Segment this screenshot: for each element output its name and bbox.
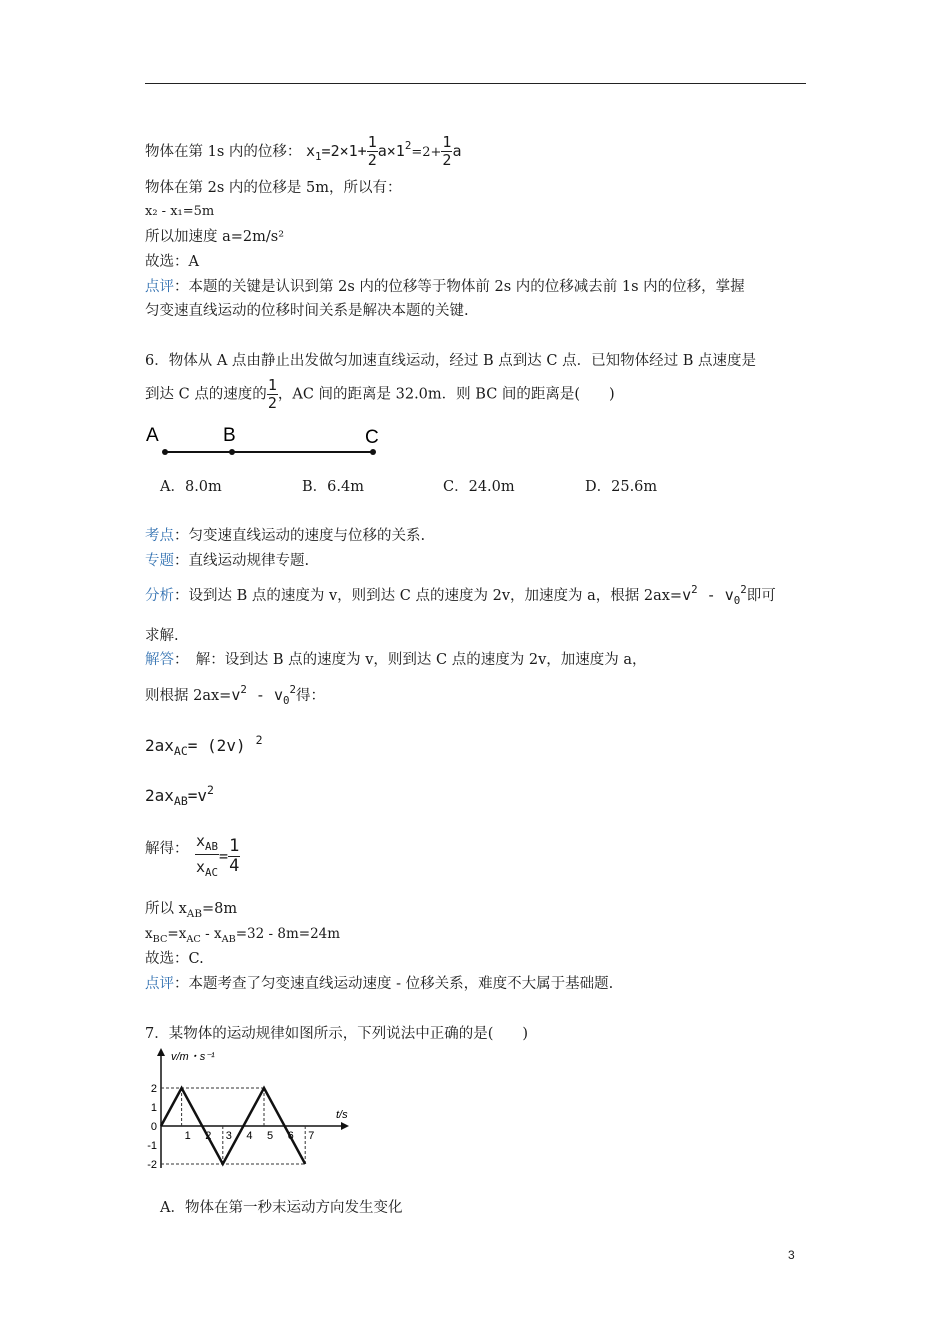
eq-sup: 2	[404, 139, 412, 152]
mid: =x	[167, 926, 187, 942]
y-axis-arrow	[157, 1048, 165, 1056]
frac-num: 1	[267, 376, 277, 394]
stem-part: ，AC 间的距离是 32.0m．则 BC 间的距离是( )	[277, 386, 615, 403]
x-tick-label: 4	[246, 1130, 253, 1142]
q6-option-d[interactable]: D．25.6m	[585, 479, 658, 495]
jiede-text: 解得：	[145, 841, 189, 857]
y-tick-label: 0	[150, 1121, 157, 1133]
x-axis-arrow	[341, 1122, 349, 1130]
q6-option-a[interactable]: A．8.0m	[160, 479, 222, 495]
q6-answer: 故选：C.	[145, 951, 204, 967]
eq-sign: =	[219, 846, 229, 865]
q6-zhuanti	[145, 551, 309, 571]
header-rule	[145, 83, 806, 84]
eq-right: = (2v)	[187, 736, 246, 755]
eq-v: v	[231, 686, 241, 704]
ratio-num	[195, 834, 219, 855]
jieda-label: 解答	[145, 652, 174, 668]
x-tick-label: 3	[225, 1130, 232, 1142]
label-c: C	[365, 427, 379, 448]
q6-eq1	[145, 733, 263, 758]
eq-sub: AC	[173, 744, 188, 758]
x-tick-label: 2	[205, 1130, 212, 1142]
eq-sup: 2	[207, 783, 214, 797]
eq-sub: 1	[315, 150, 322, 163]
comment-label: 点评	[145, 976, 174, 992]
q6-bc	[145, 924, 340, 950]
q6-gen	[145, 680, 325, 711]
y-axis-label: v/m・s⁻¹	[171, 1051, 215, 1063]
fenxi-label: 分析	[145, 588, 174, 604]
comment-text: ：本题考查了匀变速直线运动速度 - 位移关系，难度不大属于基础题.	[174, 976, 614, 992]
frac-num: 1	[367, 133, 377, 151]
q6-kaodian	[145, 526, 425, 546]
s5-line3: x₂ - x₁=5m	[145, 204, 215, 219]
frac-den: 2	[367, 151, 377, 169]
fraction-half-2	[441, 135, 452, 168]
q6-fenxi-2: 求解.	[145, 628, 179, 644]
eq-v: v	[682, 586, 692, 604]
vt-graph	[143, 1046, 358, 1172]
jieda-text: ： 解：设到达 B 点的速度为 v，则到达 C 点的速度为 2v，加速度为 a，	[174, 652, 647, 668]
eq-sup: 2	[240, 683, 247, 696]
eq-x: x	[306, 142, 316, 160]
q6-jieda	[145, 650, 647, 670]
comment-label: 点评	[145, 279, 174, 295]
gen-equation	[231, 683, 297, 707]
x-tick-label: 7	[308, 1130, 315, 1142]
eq-sub: 0	[733, 594, 741, 607]
q6-option-b[interactable]: B．6.4m	[302, 479, 364, 495]
x-tick-label: 1	[184, 1130, 191, 1142]
y-tick-label: 1	[150, 1102, 157, 1114]
s5-line5: 故选：A	[145, 254, 199, 270]
sub: AB	[186, 908, 203, 920]
s5-line2: 物体在第 2s 内的位移是 5m，所以有：	[145, 180, 402, 196]
x: x	[196, 832, 206, 850]
frac-num: 1	[229, 835, 240, 856]
y-tick-label: -2	[147, 1159, 157, 1171]
s5-comment-2: 匀变速直线运动的位移时间关系是解决本题的关键.	[145, 303, 469, 319]
eq-sup: 2	[740, 583, 747, 596]
tail: =32 - 8m=24m	[235, 926, 341, 942]
y-tick-label: -1	[147, 1140, 157, 1152]
gen-tail: 得：	[296, 688, 326, 704]
eq-sup: 2	[691, 583, 698, 596]
eq-a: a×1	[377, 142, 405, 160]
point-b	[229, 449, 235, 455]
eq-sub: AB	[173, 794, 188, 808]
comment-text: ：本题的关键是认识到第 2s 内的位移等于物体前 2s 内的位移减去前 1s 内的位移，掌握	[174, 279, 745, 295]
fraction-half	[367, 135, 378, 168]
gen-text: 则根据 2ax=	[145, 688, 232, 704]
kaodian-text: ：匀变速直线运动的速度与位移的关系.	[174, 528, 426, 544]
q6-fenxi	[145, 580, 776, 611]
frac-den: 2	[442, 151, 452, 169]
eq-sup: 2	[289, 683, 297, 696]
eq-left: 2ax	[145, 736, 174, 755]
s5-comment	[145, 277, 745, 297]
eq-minus: - v	[697, 586, 734, 604]
frac-num: 1	[442, 133, 452, 151]
point-a	[162, 449, 168, 455]
fenxi-equation	[682, 583, 747, 607]
s5-line4: 所以加速度 a=2m/s²	[145, 229, 285, 245]
frac-den: 4	[229, 855, 240, 876]
sub: AB	[221, 934, 236, 945]
fraction-half	[267, 378, 278, 411]
eq-sup: 2	[255, 733, 263, 747]
eq-tail: =2+	[411, 145, 442, 160]
so-tail: =8m	[202, 901, 238, 917]
sub: AC	[186, 934, 201, 945]
ratio-value	[228, 835, 240, 876]
x: x	[196, 857, 206, 876]
q6-option-c[interactable]: C．24.0m	[443, 479, 515, 495]
label-a: A	[146, 425, 159, 446]
q7-option-a[interactable]: A．物体在第一秒末运动方向发生变化	[160, 1200, 403, 1216]
eq-mid: =2×1+	[321, 142, 367, 160]
x-tick-label: 6	[287, 1130, 294, 1142]
q6-so1	[145, 899, 237, 924]
sub: AC	[205, 865, 219, 879]
label-b: B	[223, 425, 236, 446]
q6-stem-line1: 6．物体从 A 点由静止出发做匀加速直线运动，经过 B 点到达 C 点．已知物体经过 B 点速度是	[145, 353, 756, 369]
so-text: 所以 x	[145, 901, 187, 917]
kaodian-label: 考点	[145, 528, 174, 544]
q6-comment	[145, 974, 613, 994]
y-tick-labels	[147, 1083, 157, 1171]
q6-stem-line2	[145, 378, 615, 411]
fenxi-tail: 即可	[746, 588, 776, 604]
eq-sub: 0	[282, 694, 290, 707]
ratio-equation	[195, 834, 240, 879]
q6-eq2	[145, 783, 214, 808]
q6-jiede	[145, 839, 189, 859]
fenxi-text: ：设到达 B 点的速度为 v，则到达 C 点的速度为 2v，加速度为 a，根据 2ax=	[174, 588, 683, 604]
eq-right: =v	[187, 786, 208, 805]
eq-end: a	[452, 142, 462, 160]
s5-line1	[145, 135, 461, 168]
x: x	[145, 926, 153, 942]
point-c	[370, 449, 376, 455]
page-number: 3	[788, 1248, 795, 1262]
zhuanti-text: ：直线运动规律专题.	[174, 553, 310, 569]
ratio-fraction	[195, 834, 219, 879]
mid: - x	[200, 926, 222, 942]
stem-part: 到达 C 点的速度的	[145, 386, 267, 403]
x-tick-label: 5	[267, 1130, 274, 1142]
s5-line1-text: 物体在第 1s 内的位移：	[145, 144, 302, 160]
eq-minus: - v	[246, 686, 283, 704]
zhuanti-label: 专题	[145, 553, 174, 569]
abc-line-diagram	[143, 422, 388, 462]
sub: BC	[152, 934, 168, 945]
x-axis-label: t/s	[336, 1109, 348, 1121]
q7-stem: 7．某物体的运动规律如图所示，下列说法中正确的是( )	[145, 1026, 529, 1042]
y-tick-label: 2	[150, 1083, 157, 1095]
s5-equation	[306, 133, 462, 169]
eq-left: 2ax	[145, 786, 174, 805]
frac-den: 2	[267, 394, 277, 412]
sub: AB	[205, 840, 219, 853]
ratio-den	[195, 855, 219, 879]
